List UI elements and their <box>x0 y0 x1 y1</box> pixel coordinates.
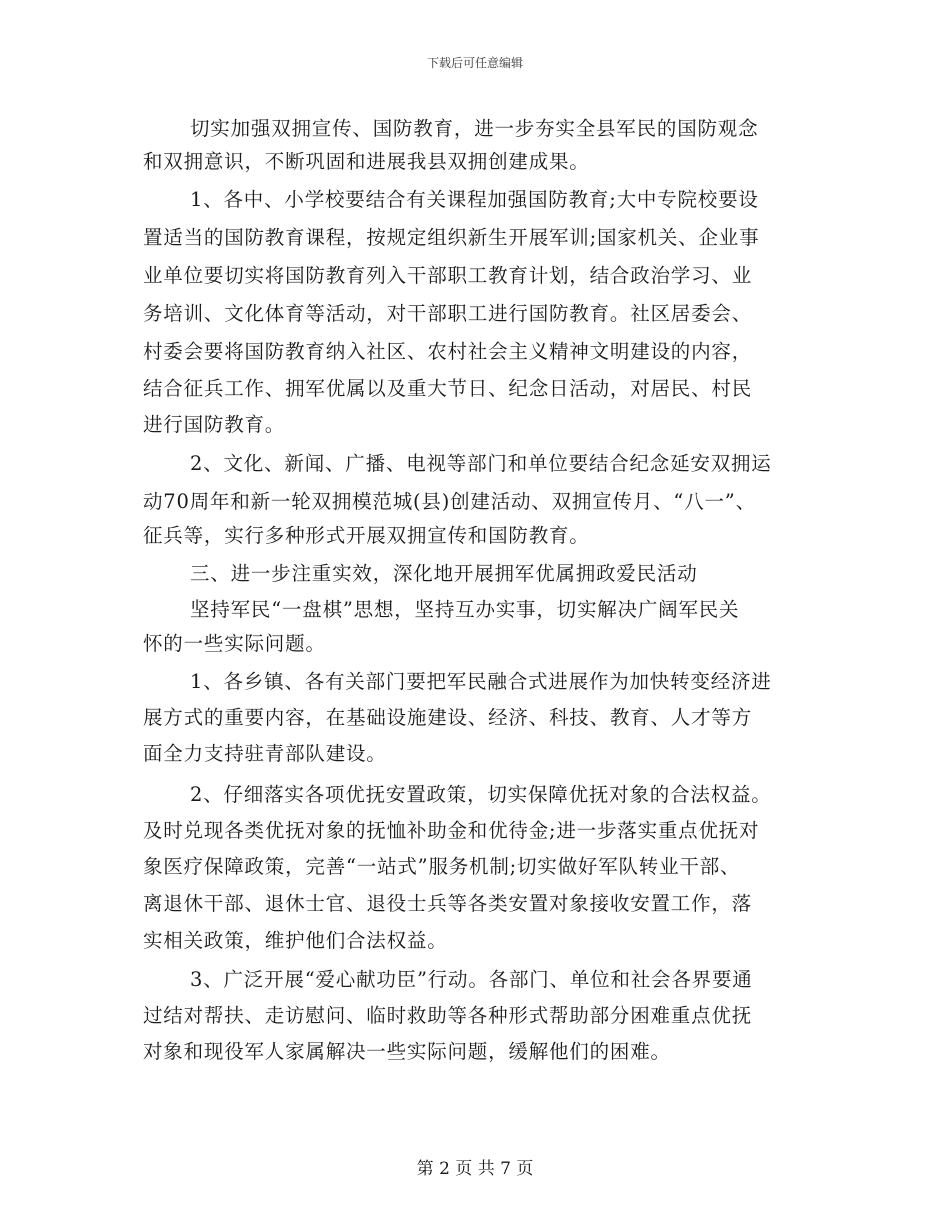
text-line: 怀的一些实际问题。 <box>143 632 326 655</box>
text-line: 置适当的国防教育课程，按规定组织新生开展军训;国家机关、企业事 <box>143 226 760 249</box>
text-line: 展方式的重要内容，在基础设施建设、经济、科技、教育、人才等方 <box>143 706 753 729</box>
text-line: 面全力支持驻青部队建设。 <box>143 742 387 765</box>
text-line: 切实加强双拥宣传、国防教育，进一步夯实全县军民的国防观念 <box>190 117 759 140</box>
text-line: 2、文化、新闻、广播、电视等部门和单位要结合纪念延安双拥运 <box>190 452 772 475</box>
text-line: 动70周年和新一轮双拥模范城(县)创建活动、双拥宣传月、“八一”、 <box>143 490 756 513</box>
text-line: 2、仔细落实各项优抚安置政策，切实保障优抚对象的合法权益。 <box>190 783 772 806</box>
page-header: 下载后可任意编辑 <box>426 56 523 70</box>
text-line: 进行国防教育。 <box>143 413 286 436</box>
text-line: 务培训、文化体育等活动，对干部职工进行国防教育。社区居委会、 <box>143 302 753 325</box>
section-heading: 三、进一步注重实效，深化地开展拥军优属拥政爱民活动 <box>190 562 698 585</box>
text-line: 对象和现役军人家属解决一些实际问题，缓解他们的困难。 <box>143 1040 671 1063</box>
text-line: 1、各中、小学校要结合有关课程加强国防教育;大中专院校要设 <box>190 188 759 211</box>
text-line: 1、各乡镇、各有关部门要把军民融合式进展作为加快转变经济进 <box>190 670 772 693</box>
page-footer: 第 2 页 共 7 页 <box>416 1159 534 1179</box>
text-line: 坚持军民“一盘棋”思想，坚持互办实事，切实解决广阔军民关 <box>190 598 740 621</box>
text-line: 及时兑现各类优抚对象的抚恤补助金和优待金;进一步落实重点优抚对 <box>143 819 760 842</box>
text-line: 3、广泛开展“爱心献功臣”行动。各部门、单位和社会各界要通 <box>190 968 753 991</box>
text-line: 结合征兵工作、拥军优属以及重大节日、纪念日活动，对居民、村民 <box>143 377 753 400</box>
text-line: 过结对帮扶、走访慰问、临时救助等各种形式帮助部分困难重点优抚 <box>143 1004 753 1027</box>
text-line: 业单位要切实将国防教育列入干部职工教育计划，结合政治学习、业 <box>143 264 753 287</box>
text-line: 实相关政策，维护他们合法权益。 <box>143 929 448 952</box>
text-line: 征兵等，实行多种形式开展双拥宣传和国防教育。 <box>143 524 590 547</box>
text-line: 和双拥意识，不断巩固和进展我县双拥创建成果。 <box>143 150 590 173</box>
text-line: 村委会要将国防教育纳入社区、农村社会主义精神文明建设的内容， <box>143 340 753 363</box>
text-line: 离退休干部、退休士官、退役士兵等各类安置对象接收安置工作，落 <box>143 892 753 915</box>
text-line: 象医疗保障政策，完善“一站式”服务机制;切实做好军队转业干部、 <box>143 855 741 878</box>
